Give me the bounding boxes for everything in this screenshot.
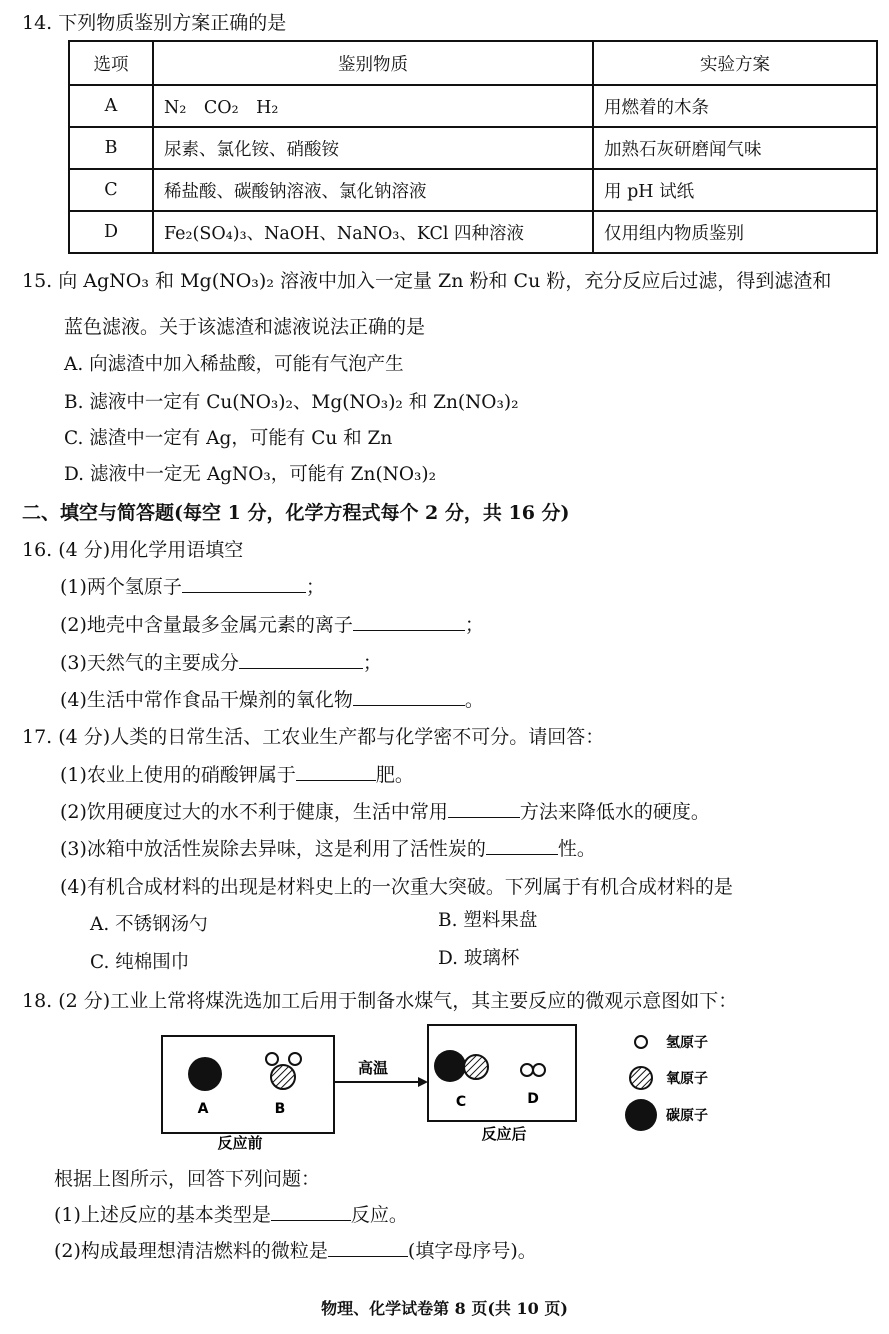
after-label: 反应后 [481,1125,527,1143]
q18-stem: 18. (2 分)工业上常将煤洗选加工后用于制备水煤气，其主要反应的微观示意图如下： [22,990,738,1012]
q18-item-2 [54,1236,537,1263]
q16-item-3-text: (3)天然气的主要成分 [60,652,239,674]
answer-blank[interactable] [353,612,465,631]
q15-stem-line1: 15. 向 AgNO₃ 和 Mg(NO₃)₂ 溶液中加入一定量 Zn 粉和 Cu 粉，充分反应后过滤，得到滤渣和 [22,270,832,292]
q18-item-1-pre: (1)上述反应的基本类型是 [54,1204,271,1226]
row-method: 加熟石灰研磨闻气味 [593,127,877,169]
answer-blank[interactable] [271,1202,351,1221]
q17-choice-a: A. 不锈钢汤勺 [90,914,208,935]
header-option: 选项 [69,41,153,85]
q15-option-a: A. 向滤渣中加入稀盐酸，可能有气泡产生 [64,354,404,375]
q15-option-d: D. 滤液中一定无 AgNO₃，可能有 Zn(NO₃)₂ [64,464,437,485]
hydrogen-atom [266,1053,278,1065]
row-substances: N₂ CO₂ H₂ [153,85,593,127]
legend-hydrogen-label: 氢原子 [666,1035,708,1051]
answer-blank[interactable] [239,650,363,669]
answer-blank[interactable] [296,762,376,781]
q18-item-1-post: 反应。 [350,1204,408,1226]
q17-item-3-pre: (3)冰箱中放活性炭除去异味，这是利用了活性炭的 [60,838,486,860]
row-substances: 稀盐酸、碳酸钠溶液、氯化钠溶液 [153,169,593,211]
q17-item-2-post: 方法来降低水的硬度。 [519,801,710,823]
q14-table [68,40,878,254]
q16-item-4 [60,685,484,712]
q18-prompt: 根据上图所示，回答下列问题： [54,1168,321,1190]
q16-item-3 [60,648,382,675]
q17-item-2-pre: (2)饮用硬度过大的水不利于健康，生活中常用 [60,801,448,823]
table-header-row [69,41,877,85]
answer-blank[interactable] [328,1238,408,1257]
label-c: C [455,1094,467,1110]
header-substances: 鉴别物质 [153,41,593,85]
q16-item-1 [60,572,325,599]
q17-choice-d: D. 玻璃杯 [438,948,520,969]
legend-carbon-icon [625,1099,657,1131]
legend-oxygen-label: 氧原子 [666,1071,708,1087]
carbon-atom [434,1050,466,1082]
q14-stem: 14. 下列物质鉴别方案正确的是 [22,12,287,34]
hydrogen-atom [521,1064,533,1076]
q16-stem: 16. (4 分)用化学用语填空 [22,539,244,561]
reaction-diagram [0,1015,889,1155]
header-method: 实验方案 [593,41,877,85]
punctuation: 。 [464,689,484,711]
label-b: B [274,1101,286,1117]
legend-carbon-label: 碳原子 [666,1108,708,1124]
row-option: D [69,211,153,253]
q15-stem-line2: 蓝色滤液。关于该滤渣和滤液说法正确的是 [64,316,426,338]
before-box [162,1036,334,1133]
label-a: A [197,1101,209,1117]
page-footer: 物理、化学试卷第 8 页(共 10 页) [321,1299,568,1318]
q17-item-3 [60,834,596,861]
table-row [69,85,877,127]
q18-item-1 [54,1200,408,1227]
answer-blank[interactable] [448,799,520,818]
table-row [69,169,877,211]
legend-oxygen-icon [630,1067,652,1089]
q16-item-4-text: (4)生活中常作食品干燥剂的氧化物 [60,689,353,711]
q16-item-1-text: (1)两个氢原子 [60,576,182,598]
row-option: B [69,127,153,169]
carbon-atom [188,1057,222,1091]
answer-blank[interactable] [353,687,465,706]
row-method: 用燃着的木条 [593,85,877,127]
answer-blank[interactable] [182,574,306,593]
q15-option-c: C. 滤渣中一定有 Ag，可能有 Cu 和 Zn [64,428,393,449]
legend-hydrogen-icon [635,1036,647,1048]
table-row [69,127,877,169]
oxygen-atom [464,1055,488,1079]
q17-item-3-post: 性。 [557,838,596,860]
row-substances: 尿素、氯化铵、硝酸铵 [153,127,593,169]
reaction-condition: 高温 [357,1059,389,1077]
punctuation: ； [464,614,484,636]
row-substances: Fe₂(SO₄)₃、NaOH、NaNO₃、KCl 四种溶液 [153,211,593,253]
q15-option-b: B. 滤液中一定有 Cu(NO₃)₂、Mg(NO₃)₂ 和 Zn(NO₃)₂ [64,392,519,413]
q17-item-4: (4)有机合成材料的出现是材料史上的一次重大突破。下列属于有机合成材料的是 [60,876,733,898]
punctuation: ； [362,652,382,674]
arrow-head [418,1077,428,1087]
punctuation: ； [305,576,325,598]
q17-item-1-post: 肥。 [375,764,414,786]
q17-item-1 [60,760,414,787]
row-method: 仅用组内物质鉴别 [593,211,877,253]
table-row [69,211,877,253]
q16-item-2-text: (2)地壳中含量最多金属元素的离子 [60,614,353,636]
q17-choice-c: C. 纯棉围巾 [90,952,190,973]
row-option: C [69,169,153,211]
q17-stem: 17. (4 分)人类的日常生活、工农业生产都与化学密不可分。请回答： [22,726,605,748]
row-method: 用 pH 试纸 [593,169,877,211]
q17-choice-b: B. 塑料果盘 [438,910,538,931]
row-option: A [69,85,153,127]
before-label: 反应前 [217,1134,263,1152]
q17-item-1-pre: (1)农业上使用的硝酸钾属于 [60,764,296,786]
label-d: D [527,1091,539,1107]
q16-item-2 [60,610,484,637]
section-two-heading: 二、填空与简答题(每空 1 分，化学方程式每个 2 分，共 16 分) [22,502,570,524]
q18-item-2-post: (填字母序号)。 [407,1240,537,1262]
hydrogen-atom [289,1053,301,1065]
answer-blank[interactable] [486,836,558,855]
oxygen-atom [271,1065,295,1089]
hydrogen-atom [533,1064,545,1076]
q17-item-2 [60,797,710,824]
q18-item-2-pre: (2)构成最理想清洁燃料的微粒是 [54,1240,328,1262]
